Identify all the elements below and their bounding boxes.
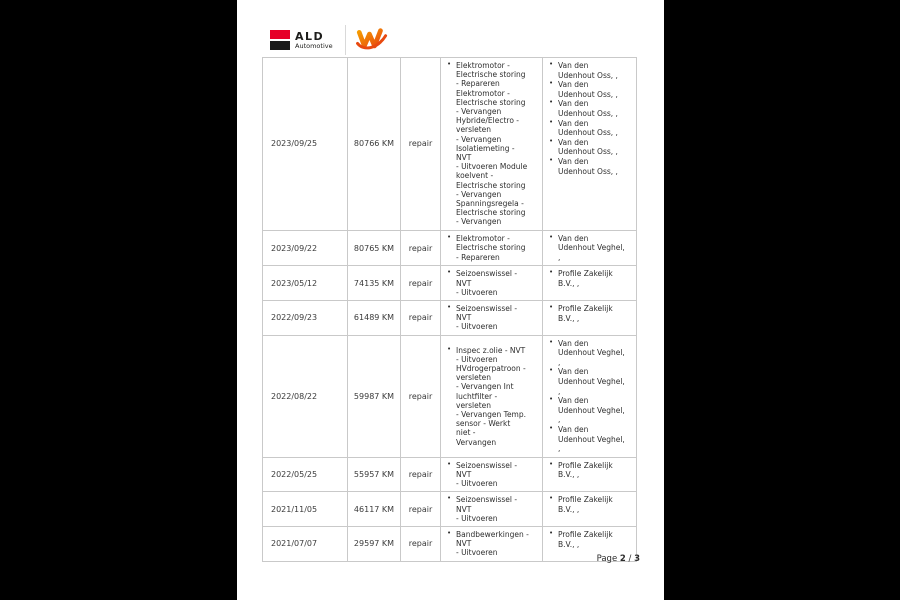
page-total: 3 — [634, 554, 640, 564]
ald-logo-name: ALD — [295, 29, 325, 43]
mileage-cell: 46117 KM — [348, 492, 401, 527]
dealer-w-logo-icon — [355, 26, 389, 54]
text-line: - Vervangen — [456, 189, 502, 199]
supplier-item — [548, 304, 633, 323]
mileage-cell: 74135 KM — [348, 266, 401, 301]
text-line: Van den — [558, 233, 589, 243]
text-line: - Uitvoeren — [456, 322, 498, 332]
text-line: Udenhout Oss, , — [558, 166, 618, 176]
text-line: Seizoenswissel - — [456, 269, 518, 279]
text-line: - Uitvoeren Module — [456, 162, 528, 172]
supplier-item — [548, 339, 633, 368]
text-line: Van den — [558, 137, 589, 147]
text-line: , — [558, 415, 561, 425]
text-line: - Uitvoeren — [456, 479, 498, 489]
text-line: koelvent - — [456, 171, 494, 181]
table-row — [263, 527, 637, 562]
bullet-icon: • — [549, 424, 554, 432]
text-line: Udenhout Oss, , — [558, 70, 618, 80]
supplier-cell — [543, 492, 637, 527]
text-line: NVT — [456, 313, 472, 323]
text-line: Profile Zakelijk — [558, 304, 613, 314]
text-line: - Uitvoeren — [456, 513, 498, 523]
supplier-item — [548, 119, 633, 138]
text-line: - Vervangen Temp. — [456, 410, 527, 420]
bullet-icon: • — [549, 155, 554, 164]
text-line: Elektromotor - — [456, 234, 510, 244]
supplier-item — [548, 367, 633, 396]
supplier-item — [548, 61, 633, 80]
bullet-icon: • — [549, 366, 554, 375]
table-row — [263, 301, 637, 336]
supplier-item — [548, 461, 633, 480]
date-cell: 2023/05/12 — [263, 266, 348, 301]
text-line: Profile Zakelijk — [558, 530, 613, 539]
text-line: NVT — [456, 504, 472, 514]
text-line: Van den — [558, 99, 589, 109]
mileage-cell: 80766 KM — [348, 58, 401, 231]
mileage-cell: 55957 KM — [348, 457, 401, 492]
repair-type-cell: repair — [401, 527, 441, 562]
text-line: - Vervangen — [456, 107, 502, 117]
text-line: - Vervangen Int — [456, 382, 514, 392]
services-cell — [441, 335, 543, 457]
supplier-cell — [543, 335, 637, 457]
text-line: , — [558, 252, 561, 262]
services-cell — [441, 58, 543, 231]
page-separator: / — [628, 554, 632, 564]
text-line: Electrische storing — [456, 243, 526, 253]
table-row — [263, 58, 637, 231]
text-line: , — [558, 386, 561, 396]
text-line: - Repareren — [456, 252, 500, 262]
bullet-icon: • — [549, 79, 554, 88]
brand-divider — [345, 25, 346, 55]
text-line: Udenhout Oss, , — [558, 147, 618, 157]
service-item — [446, 495, 538, 523]
text-line: luchtfilter - — [456, 391, 498, 401]
supplier-cell — [543, 58, 637, 231]
text-line: Udenhout Oss, , — [558, 128, 618, 138]
text-line: Van den — [558, 425, 589, 434]
repair-type-cell: repair — [401, 230, 441, 266]
services-cell — [441, 492, 543, 527]
repair-type-cell: repair — [401, 457, 441, 492]
bullet-icon: • — [447, 233, 452, 242]
text-line: Elektromotor - — [456, 61, 510, 70]
text-line: Van den — [558, 338, 589, 348]
text-line: NVT — [456, 153, 472, 163]
text-line: versleten — [456, 400, 492, 410]
bullet-icon: • — [549, 529, 554, 537]
service-item — [446, 530, 538, 558]
text-line: Van den — [558, 80, 589, 90]
mileage-cell: 59987 KM — [348, 335, 401, 457]
text-line: Van den — [558, 367, 589, 377]
bullet-icon: • — [549, 395, 554, 404]
date-cell: 2022/09/23 — [263, 301, 348, 336]
service-item — [446, 461, 538, 489]
text-line: Isolatiemeting - — [456, 143, 515, 153]
date-cell: 2021/11/05 — [263, 492, 348, 527]
page-current: 2 — [619, 554, 626, 564]
text-line: niet - — [456, 428, 476, 438]
supplier-item — [548, 234, 633, 263]
ald-automotive-logo — [270, 30, 333, 50]
supplier-item — [548, 396, 633, 425]
service-item — [446, 304, 538, 332]
text-line: Elektromotor - — [456, 88, 510, 98]
repair-type-cell: repair — [401, 492, 441, 527]
text-line: Electrische storing — [456, 70, 526, 80]
services-cell — [441, 230, 543, 266]
service-item — [446, 269, 538, 297]
text-line: Hybride/Electro - — [456, 116, 520, 126]
mileage-cell: 29597 KM — [348, 527, 401, 562]
text-line: B.V., , — [558, 470, 580, 480]
date-cell: 2021/07/07 — [263, 527, 348, 562]
bullet-icon: • — [447, 60, 452, 68]
text-line: sensor - Werkt — [456, 419, 511, 429]
bullet-icon: • — [549, 98, 554, 107]
text-line: , — [558, 444, 561, 454]
text-line: Spanningsregela - — [456, 199, 524, 209]
text-line: Electrische storing — [456, 180, 526, 190]
table-row — [263, 266, 637, 301]
document-page — [237, 0, 664, 600]
text-line: NVT — [456, 469, 472, 479]
bullet-icon: • — [549, 459, 554, 468]
text-line: Udenhout Oss, , — [558, 89, 618, 99]
ald-mark-black-block — [270, 41, 290, 50]
ald-logo-text — [295, 31, 333, 50]
text-line: Profile Zakelijk — [558, 269, 613, 279]
bullet-icon: • — [447, 268, 452, 277]
text-line: NVT — [456, 278, 472, 288]
text-line: Van den — [558, 118, 589, 128]
bullet-icon: • — [447, 459, 452, 468]
date-cell: 2023/09/25 — [263, 58, 348, 231]
text-line: Profile Zakelijk — [558, 495, 613, 505]
service-item — [446, 346, 538, 447]
supplier-cell — [543, 230, 637, 266]
date-cell: 2022/05/25 — [263, 457, 348, 492]
mileage-cell: 80765 KM — [348, 230, 401, 266]
supplier-item — [548, 80, 633, 99]
text-line: Seizoenswissel - — [456, 495, 518, 505]
bullet-icon: • — [447, 494, 452, 503]
brand-header — [270, 25, 389, 55]
bullet-icon: • — [549, 268, 554, 277]
repair-type-cell: repair — [401, 58, 441, 231]
text-line: Udenhout Veghel, — [558, 377, 625, 387]
text-line: Profile Zakelijk — [558, 460, 613, 470]
text-line: - Uitvoeren — [456, 548, 498, 558]
text-line: Udenhout Veghel, — [558, 405, 625, 415]
bullet-icon: • — [549, 494, 554, 503]
bullet-icon: • — [549, 303, 554, 312]
text-line: B.V., , — [558, 504, 580, 514]
table-row — [263, 335, 637, 457]
text-line: Van den — [558, 61, 589, 70]
text-line: Udenhout Veghel, — [558, 348, 625, 358]
bullet-icon: • — [447, 529, 452, 537]
bullet-icon: • — [447, 344, 452, 353]
text-line: Seizoenswissel - — [456, 460, 518, 470]
text-line: B.V., , — [558, 279, 580, 289]
table-row — [263, 492, 637, 527]
repair-type-cell: repair — [401, 335, 441, 457]
repair-type-cell: repair — [401, 301, 441, 336]
text-line: NVT — [456, 539, 472, 549]
ald-logo-mark-icon — [270, 30, 290, 50]
text-line: - Vervangen — [456, 134, 502, 144]
services-cell — [441, 527, 543, 562]
text-line: versleten — [456, 373, 492, 383]
bullet-icon: • — [549, 60, 554, 68]
text-line: Udenhout Veghel, — [558, 434, 625, 444]
text-line: Bandbewerkingen - — [456, 530, 529, 539]
text-line: Van den — [558, 156, 589, 166]
text-line: Seizoenswissel - — [456, 304, 518, 314]
text-line: Van den — [558, 396, 589, 406]
date-cell: 2022/08/22 — [263, 335, 348, 457]
text-line: versleten — [456, 125, 492, 135]
supplier-item — [548, 99, 633, 118]
table-row — [263, 457, 637, 492]
text-line: B.V., , — [558, 313, 580, 323]
text-line: , — [558, 357, 561, 367]
ald-logo-subtitle: Automotive — [295, 41, 333, 50]
repair-type-cell: repair — [401, 266, 441, 301]
service-item — [446, 234, 538, 262]
supplier-item — [548, 157, 633, 176]
bullet-icon: • — [549, 337, 554, 346]
mileage-cell: 61489 KM — [348, 301, 401, 336]
supplier-cell — [543, 266, 637, 301]
history-table-body — [263, 58, 637, 562]
table-row — [263, 230, 637, 266]
supplier-cell — [543, 457, 637, 492]
supplier-item — [548, 495, 633, 514]
supplier-item — [548, 138, 633, 157]
bullet-icon: • — [549, 232, 554, 241]
services-cell — [441, 266, 543, 301]
text-line: Udenhout Veghel, — [558, 243, 625, 253]
maintenance-history-table — [262, 57, 637, 562]
bullet-icon: • — [549, 136, 554, 145]
bullet-icon: • — [549, 117, 554, 126]
text-line: Vervangen — [456, 437, 497, 447]
text-line: - Uitvoeren — [456, 287, 498, 297]
supplier-item — [548, 425, 633, 454]
text-line: - Uitvoeren — [456, 354, 498, 364]
supplier-item — [548, 530, 633, 549]
page-footer — [597, 554, 640, 564]
text-line: HVdrogerpatroon - — [456, 364, 526, 373]
text-line: Inspec z.olie - NVT — [456, 345, 526, 355]
text-line: B.V., , — [558, 539, 580, 549]
text-line: - Vervangen — [456, 217, 502, 227]
text-line: - Repareren — [456, 79, 500, 89]
supplier-cell — [543, 301, 637, 336]
services-cell — [441, 457, 543, 492]
text-line: Electrische storing — [456, 97, 526, 107]
service-item — [446, 61, 538, 227]
text-line: Udenhout Oss, , — [558, 108, 618, 118]
supplier-item — [548, 269, 633, 288]
bullet-icon: • — [447, 303, 452, 312]
page-label: Page — [596, 554, 618, 564]
ald-mark-red-block — [270, 30, 290, 39]
date-cell: 2023/09/22 — [263, 230, 348, 266]
text-line: Electrische storing — [456, 208, 526, 218]
services-cell — [441, 301, 543, 336]
